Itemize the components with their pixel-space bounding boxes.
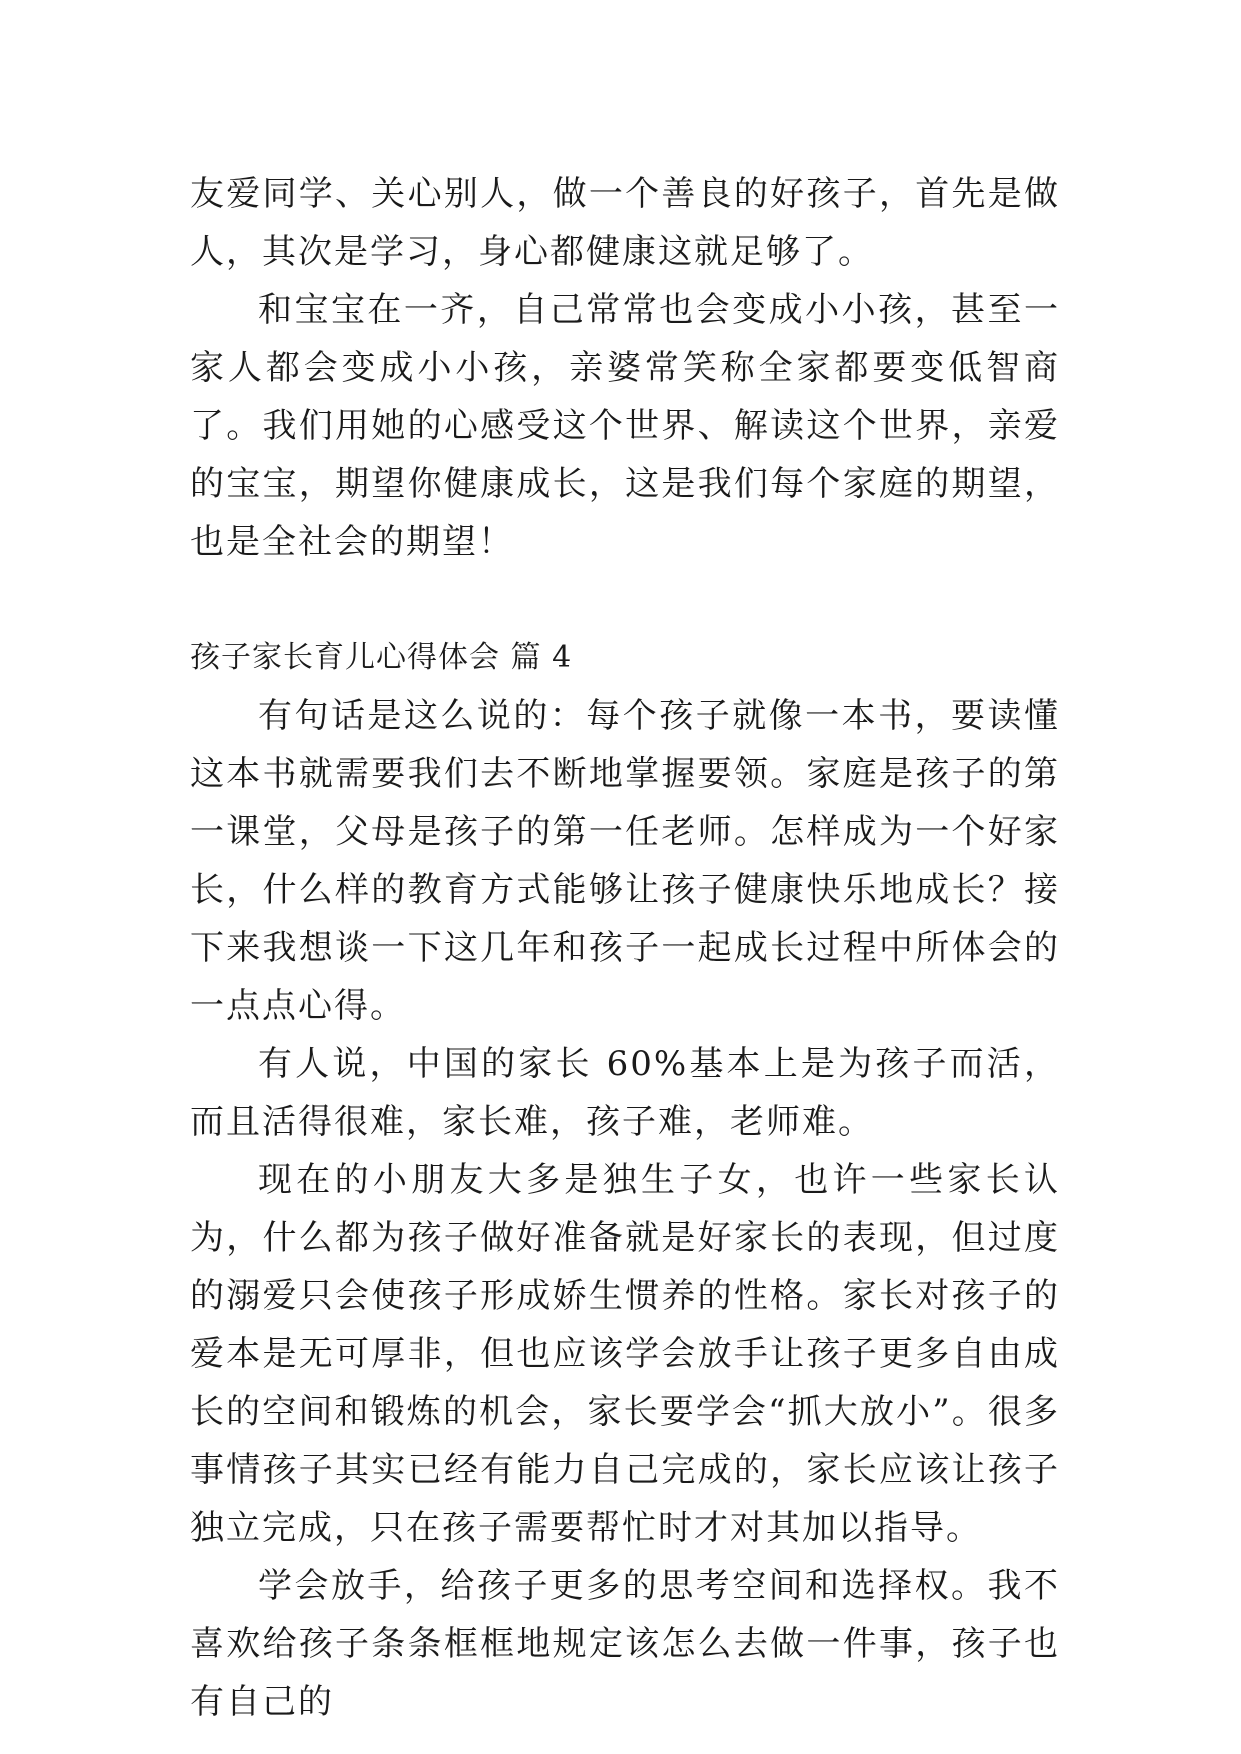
paragraph-let-go: 学会放手，给孩子更多的思考空间和选择权。我不喜欢给孩子条条框框地规定该怎么去做一件事，孩子也有自己的: [190, 1566, 1060, 1722]
paragraph-baby-family: 和宝宝在一齐，自己常常也会变成小小孩，甚至一家人都会变成小小孩，亲婆常笑称全家都要变低智商了。我们用她的心感受这个世界、解读这个世界，亲爱的宝宝，期望你健康成长，这是我们每个家庭的期望，也是全社会的期望！: [190, 290, 1060, 562]
paragraph-continuation: 友爱同学、关心别人，做一个善良的好孩子，首先是做人，其次是学习，身心都健康这就足够了。: [190, 174, 1060, 272]
section-heading: 孩子家长育儿心得体会 篇 4: [190, 640, 573, 675]
paragraph-parents-60-percent: 有人说，中国的家长 60%基本上是为孩子而活，而且活得很难，家长难，孩子难，老师难。: [190, 1044, 1060, 1142]
document-body: [190, 165, 1060, 1731]
paragraph-book-analogy: 有句话是这么说的：每个孩子就像一本书，要读懂这本书就需要我们去不断地掌握要领。家庭是孩子的第一课堂，父母是孩子的第一任老师。怎样成为一个好家长，什么样的教育方式能够让孩子健康快乐地成长？接下来我想谈一下这几年和孩子一起成长过程中所体会的一点点心得。: [190, 696, 1060, 1026]
paragraph-only-children: 现在的小朋友大多是独生子女，也许一些家长认为，什么都为孩子做好准备就是好家长的表现，但过度的溺爱只会使孩子形成娇生惯养的性格。家长对孩子的爱本是无可厚非，但也应该学会放手让孩子更多自由成长的空间和锻炼的机会，家长要学会“抓大放小”。很多事情孩子其实已经有能力自己完成的，家长应该让孩子独立完成，只在孩子需要帮忙时才对其加以指导。: [190, 1160, 1060, 1548]
